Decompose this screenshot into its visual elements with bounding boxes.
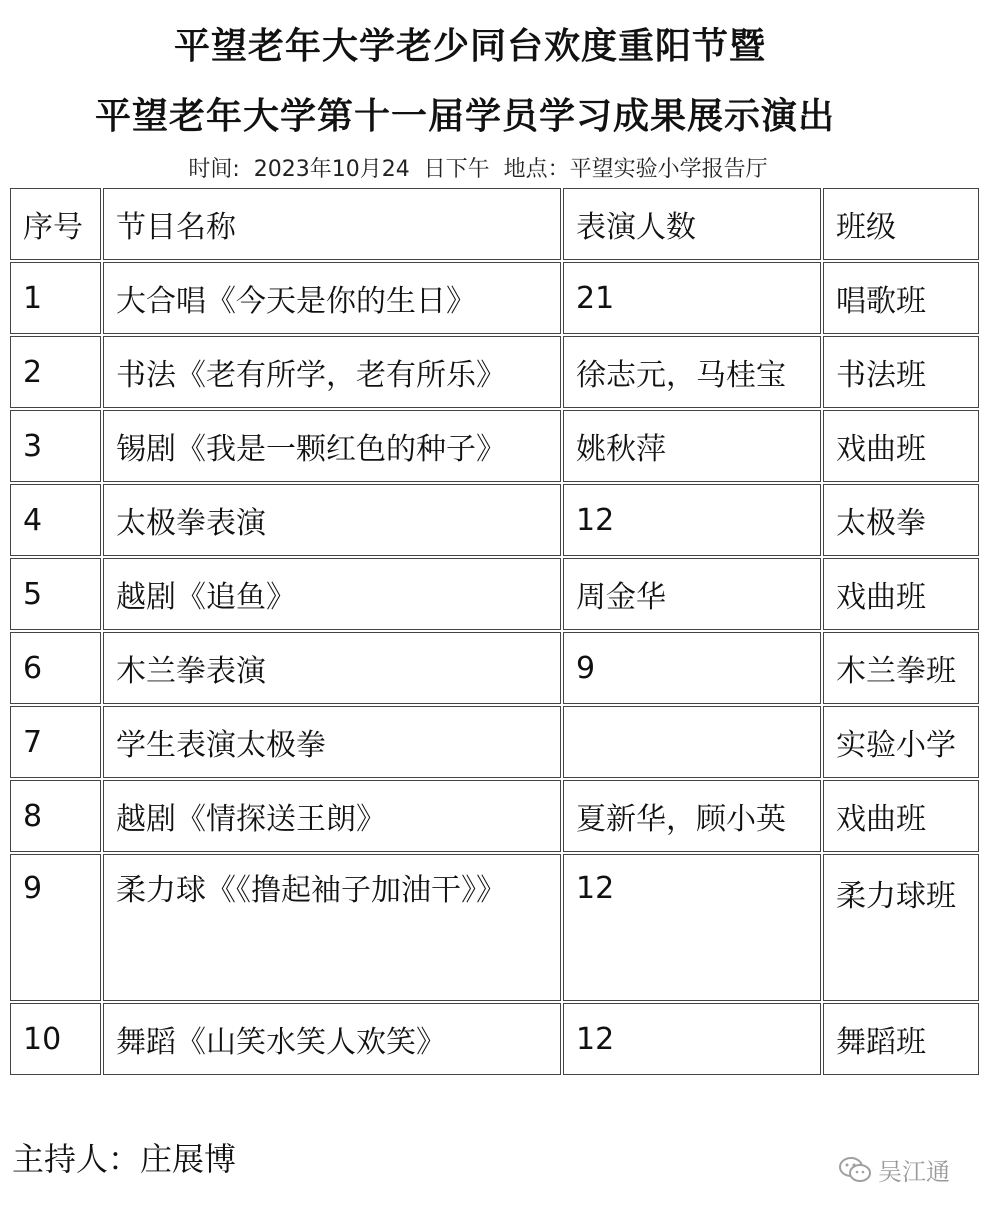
class-name: 太极拳 — [823, 484, 979, 556]
performers: 徐志元，马桂宝 — [563, 336, 821, 408]
class-name: 戏曲班 — [823, 558, 979, 630]
performers: 周金华 — [563, 558, 821, 630]
row-number: 3 — [10, 410, 101, 482]
table-row — [10, 1003, 979, 1075]
class-name: 戏曲班 — [823, 780, 979, 852]
performers: 夏新华，顾小英 — [563, 780, 821, 852]
program-name: 学生表演太极拳 — [103, 706, 561, 778]
table-row — [10, 558, 979, 630]
class-name: 书法班 — [823, 336, 979, 408]
performers: 12 — [563, 484, 821, 556]
program-name: 柔力球《《撸起袖子加油干》》 — [103, 854, 561, 1001]
column-header-class: 班级 — [823, 188, 979, 260]
row-number: 9 — [10, 854, 101, 1001]
table-row — [10, 632, 979, 704]
performers: 21 — [563, 262, 821, 334]
class-name: 舞蹈班 — [823, 1003, 979, 1075]
performers: 12 — [563, 1003, 821, 1075]
class-name: 戏曲班 — [823, 410, 979, 482]
class-name: 柔力球班 — [823, 854, 979, 1001]
program-name: 太极拳表演 — [103, 484, 561, 556]
class-name: 木兰拳班 — [823, 632, 979, 704]
row-number: 8 — [10, 780, 101, 852]
performers: 姚秋萍 — [563, 410, 821, 482]
program-table — [8, 186, 981, 1077]
program-name: 大合唱《今天是你的生日》 — [103, 262, 561, 334]
row-number: 5 — [10, 558, 101, 630]
table-row — [10, 262, 979, 334]
program-name: 书法《老有所学，老有所乐》 — [103, 336, 561, 408]
column-header-performers: 表演人数 — [563, 188, 821, 260]
table-row — [10, 780, 979, 852]
program-name: 越剧《追鱼》 — [103, 558, 561, 630]
column-header-program: 节目名称 — [103, 188, 561, 260]
program-name: 木兰拳表演 — [103, 632, 561, 704]
program-name: 锡剧《我是一颗红色的种子》 — [103, 410, 561, 482]
program-name: 越剧《情探送王朗》 — [103, 780, 561, 852]
table-row — [10, 336, 979, 408]
row-number: 2 — [10, 336, 101, 408]
row-number: 10 — [10, 1003, 101, 1075]
row-number: 4 — [10, 484, 101, 556]
page-title: 平望老年大学老少同台欢度重阳节暨 — [173, 26, 766, 67]
class-name: 实验小学 — [823, 706, 979, 778]
performers: 9 — [563, 632, 821, 704]
watermark-text: 吴江通 — [878, 1158, 950, 1186]
program-name: 舞蹈《山笑水笑人欢笑》 — [103, 1003, 561, 1075]
table-row — [10, 854, 979, 1001]
row-number: 1 — [10, 262, 101, 334]
row-number: 6 — [10, 632, 101, 704]
table-row — [10, 484, 979, 556]
page-subtitle: 平望老年大学第十一届学员学习成果展示演出 — [94, 96, 835, 137]
wechat-icon — [838, 1156, 872, 1184]
table-header-row — [10, 188, 979, 260]
event-info: 时间: 2023年10月24 日下午 地点：平望实验小学报告厅 — [188, 157, 768, 182]
row-number: 7 — [10, 706, 101, 778]
host-line: 主持人：庄展博 — [12, 1140, 237, 1178]
class-name: 唱歌班 — [823, 262, 979, 334]
table-row — [10, 410, 979, 482]
performers — [563, 706, 821, 778]
column-header-number: 序号 — [10, 188, 101, 260]
table-row — [10, 706, 979, 778]
performers: 12 — [563, 854, 821, 1001]
watermark — [838, 1152, 950, 1187]
